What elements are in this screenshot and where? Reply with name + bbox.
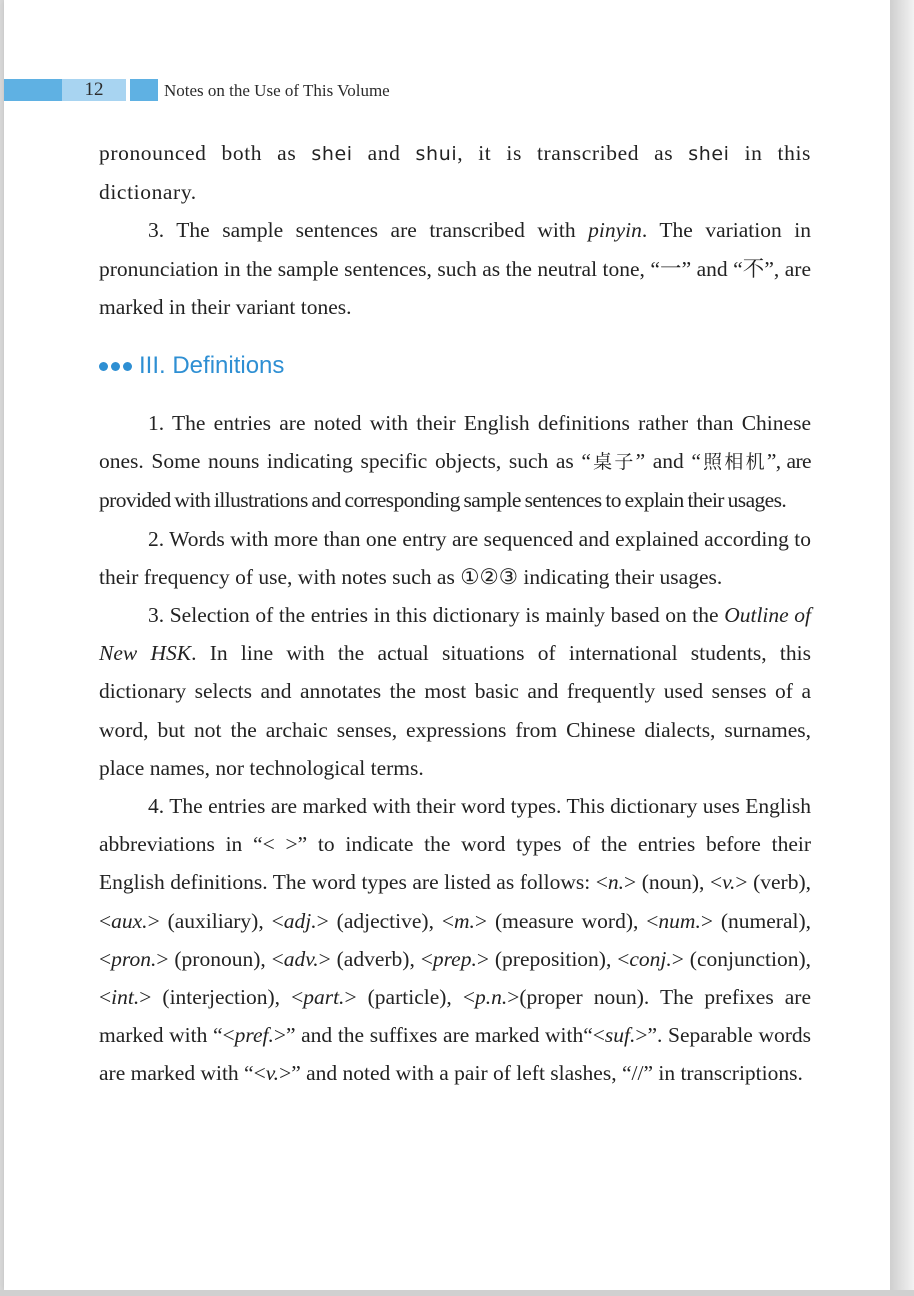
text: > (measure word), < (474, 908, 659, 933)
text: >”. Separable words are marked with “< (99, 1023, 811, 1086)
pinyin-term: shei (311, 143, 353, 165)
header-accent-bar-right (130, 79, 158, 101)
header-accent-bar-left (4, 79, 62, 101)
text: and (352, 141, 416, 165)
text: 3. Selection of the entries in this dictionary is mainly based on the (148, 603, 725, 628)
page-shadow-bottom (0, 1290, 914, 1296)
text: > (interjection), < (139, 985, 304, 1010)
text: > (noun), < (624, 870, 723, 895)
abbr: prep. (432, 946, 477, 971)
page-shadow-right (890, 0, 914, 1296)
text: pronounced both as (99, 141, 312, 165)
document-page (4, 0, 890, 1290)
section-heading (99, 328, 811, 404)
abbr: pref. (234, 1023, 274, 1048)
abbr: part. (303, 985, 345, 1010)
text: > (conjunction), < (99, 946, 811, 1010)
chinese-term: 桌子 (590, 451, 636, 474)
text: ”, are provided with illustrations and corresponding sample sentences to explain their usages. (99, 449, 811, 513)
text: . In line with the actual situations of international students, this dictionary selects and annotates the most basic and frequently used senses of a word, but not the archaic senses, expressions from Chinese dialects, surnames, place names, nor technological terms. (99, 641, 811, 780)
text: 2. Words with more than one entry are sequenced and explained according to their frequency of use, with notes such as ①②③ indicating their usages. (99, 526, 811, 589)
text: in this dictionary. (99, 141, 812, 205)
paragraph-definitions-1 (99, 404, 811, 520)
text: 4. The entries are marked with their word types. This dictionary uses English abbreviations in “< >” to indicate the word types of the entries before their English definitions. The word types are listed as follows: < (99, 794, 811, 895)
abbr: conj. (629, 946, 672, 971)
abbr: adv. (283, 946, 319, 971)
abbr: n. (607, 870, 625, 895)
italic-term: pinyin (588, 218, 642, 243)
page-body (99, 134, 811, 1093)
text: ” and “ (635, 449, 701, 474)
text: >” and noted with a pair of left slashes, “//” in transcriptions. (279, 1061, 803, 1086)
running-title: Notes on the Use of This Volume (164, 81, 390, 100)
abbr: num. (658, 908, 701, 933)
abbr: int. (111, 985, 140, 1010)
paragraph-intro (99, 134, 811, 211)
page-number: 12 (62, 79, 126, 101)
abbr: adj. (283, 908, 317, 933)
abbr: aux. (111, 908, 148, 933)
chinese-term: 照相机 (700, 451, 767, 474)
text: >(proper noun). The prefixes are marked with “< (99, 985, 811, 1048)
paragraph-definitions-2 (99, 520, 811, 596)
text: , it is transcribed as (457, 141, 689, 165)
text: > (verb), < (99, 870, 811, 933)
italic-title: Outline of New HSK (99, 603, 812, 666)
text: > (auxiliary), < (147, 908, 284, 933)
paragraph-definitions-4 (99, 787, 811, 1093)
text: > (numeral), < (99, 908, 812, 971)
paragraph-sample-sentences (99, 211, 811, 326)
text: > (pronoun), < (156, 946, 284, 971)
abbr: m. (454, 908, 475, 933)
text: 1. The entries are noted with their English definitions rather than Chinese ones. Some nouns indicating specific objects, such as “ (99, 411, 811, 474)
abbr: v. (265, 1061, 280, 1086)
abbr: pron. (111, 946, 157, 971)
pinyin-term: shei (688, 143, 730, 165)
text: > (adjective), < (316, 908, 454, 933)
bullet-dots-icon (99, 362, 132, 371)
abbr: v. (722, 870, 736, 895)
abbr: p.n. (475, 985, 508, 1010)
paragraph-definitions-3 (99, 596, 811, 787)
text: > (preposition), < (476, 946, 630, 971)
section-heading-text: III. Definitions (139, 351, 285, 379)
text: . The variation in pronunciation in the sample sentences, such as the neutral tone, “一” and “不”, are marked in their variant tones. (99, 218, 811, 319)
text: > (adverb), < (318, 946, 433, 971)
text: > (particle), < (344, 985, 475, 1010)
pinyin-term: shui (415, 143, 458, 165)
text: >” and the suffixes are marked with“< (273, 1023, 605, 1048)
text: 3. The sample sentences are transcribed with (148, 218, 589, 243)
abbr: suf. (604, 1023, 636, 1048)
